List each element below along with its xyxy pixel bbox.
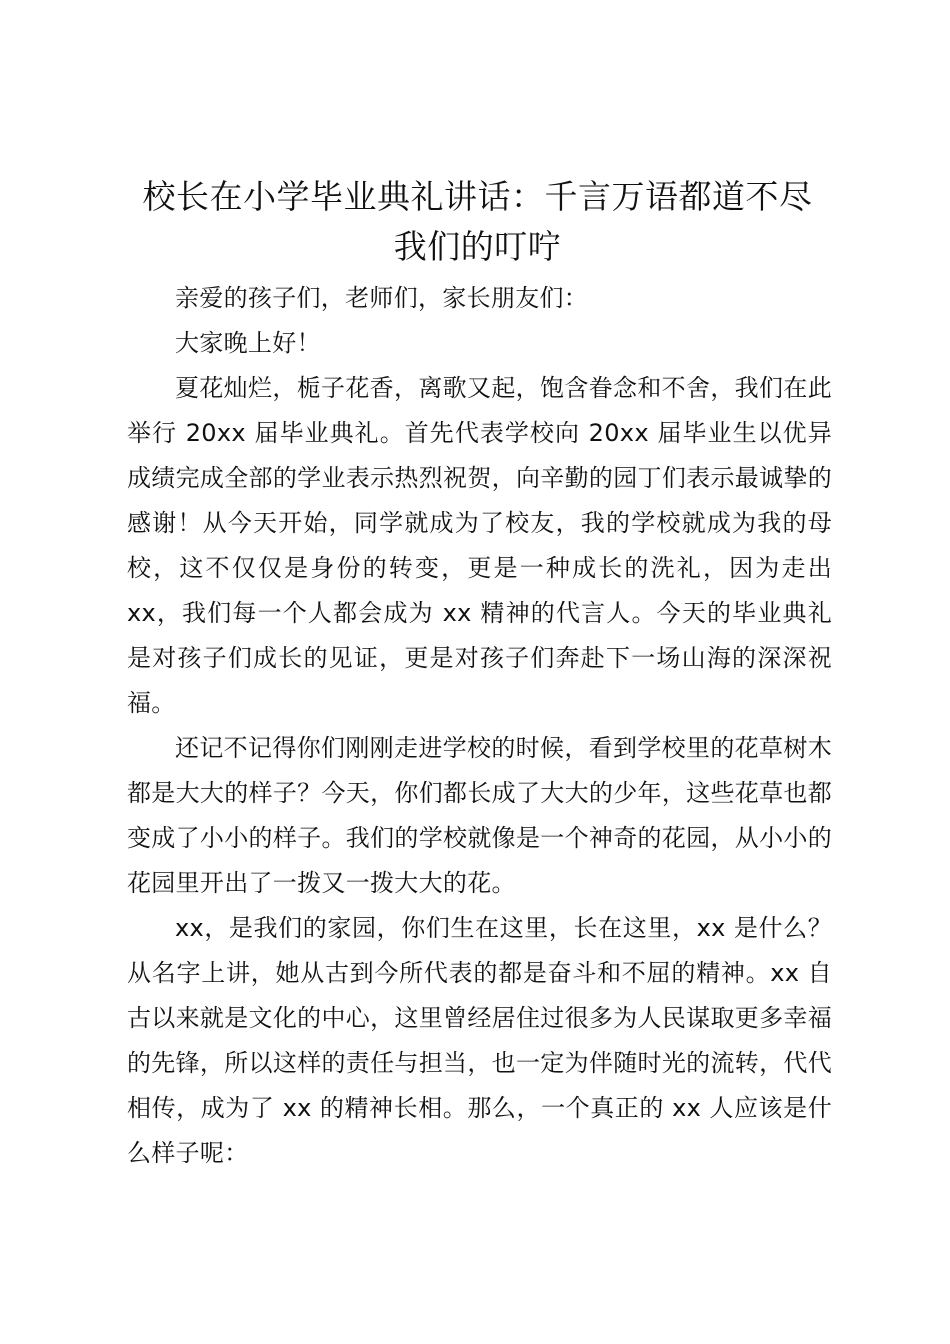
- salutation-paragraph: 亲爱的孩子们，老师们，家长朋友们：: [175, 284, 589, 312]
- document-body: [127, 276, 832, 1176]
- title-line-1: 校长在小学毕业典礼讲话：千言万语都道不尽: [142, 177, 813, 216]
- title-line-2: 我们的叮咛: [393, 227, 562, 266]
- document-title: [120, 172, 835, 272]
- body-paragraph: 夏花灿烂，栀子花香，离歌又起，饱含眷念和不舍，我们在此举行 20xx 届毕业典礼。首先代表学校向 20xx 届毕业生以优异成绩完成全部的学业表示热烈祝贺，向辛勤的园丁们表示最诚挚的感谢！从今天开始，同学就成为了校友，我的学校就成为我的母校，这不仅仅是身份的转变，更是一种成长的洗礼，因为走出 xx，我们每一个人都会成为 xx 精神的代言人。今天的毕业典礼是对孩子们成长的见证，更是对孩子们奔赴下一场山海的深深祝福。: [127, 374, 832, 717]
- greeting-paragraph: 大家晚上好！: [175, 329, 321, 357]
- body-paragraph: xx，是我们的家园，你们生在这里，长在这里，xx 是什么？从名字上讲，她从古到今所代表的都是奋斗和不屈的精神。xx 自古以来就是文化的中心，这里曾经居住过很多为人民谋取更多幸福的先锋，所以这样的责任与担当，也一定为伴随时光的流转，代代相传，成为了 xx 的精神长相。那么，一个真正的 xx 人应该是什么样子呢：: [127, 914, 832, 1167]
- body-paragraph: 还记不记得你们刚刚走进学校的时候，看到学校里的花草树木都是大大的样子？今天，你们都长成了大大的少年，这些花草也都变成了小小的样子。我们的学校就像是一个神奇的花园，从小小的花园里开出了一拨又一拨大大的花。: [127, 734, 832, 897]
